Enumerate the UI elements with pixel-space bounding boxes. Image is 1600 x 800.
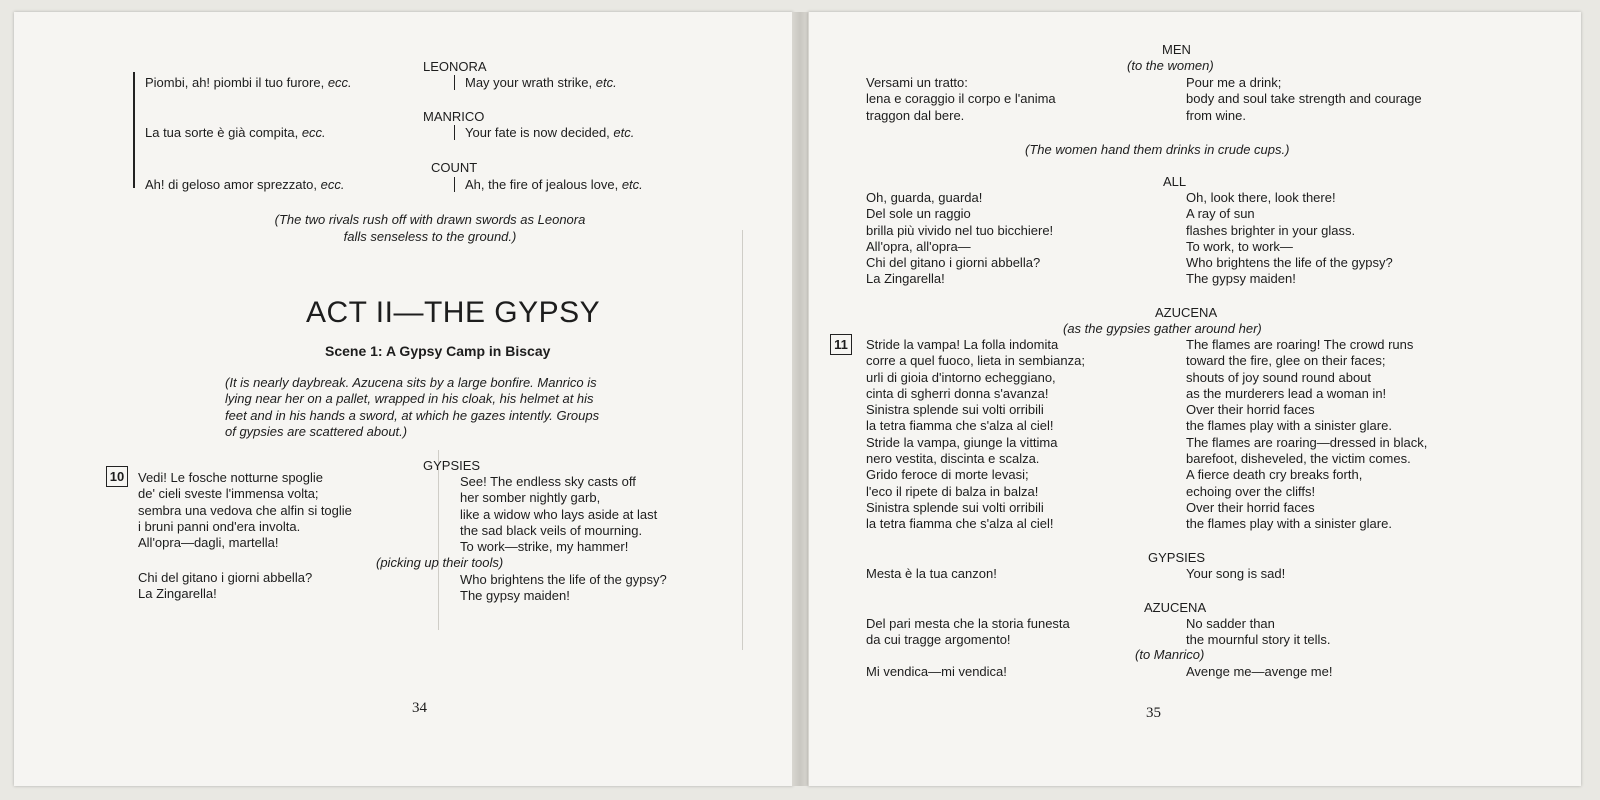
english-line: Avenge me—avenge me! <box>1186 664 1333 679</box>
line-bracket <box>454 125 455 140</box>
italian-verse: Oh, guarda, guarda! Del sole un raggio brilla più vivido nel tuo bicchiere! All'opra, all'opra— Chi del gitano i giorni abbella? La Zingarella! <box>866 190 1054 287</box>
stage-direction: (to Manrico) <box>1135 647 1205 662</box>
english-line: Ah, the fire of jealous love, etc. <box>465 177 643 192</box>
speaker-label: AZUCENA <box>1144 600 1207 615</box>
italian-verse: Del pari mesta che la storia funesta da cui tragge argomento! <box>866 616 1070 648</box>
speaker-label: GYPSIES <box>1148 550 1206 565</box>
italian-verse: Stride la vampa! La folla indomita corre a quel fuoco, lieta in sembianza; urli di gioia d'intorno echeggiano, cinta di sgherri donna s'avanza! Sinistra splende sui volti orribili la tetra fiamma che s'alza al ciel! Stride la vampa, giunge la vittima nero vestita, discinta e scalza. Grido feroce di morte levasi; l'eco il ripete di balza in balza! Sinistra splende sui volti orribili la tetra fiamma che s'alza al ciel! <box>866 337 1085 532</box>
italian-verse: Versami un tratto: lena e coraggio il corpo e l'anima traggon dal bere. <box>866 75 1056 123</box>
english-verse: See! The endless sky casts off her somber nightly garb, like a widow who lays aside at last the sad black veils of mourning. To work—strike, my hammer! <box>460 474 658 555</box>
english-line: May your wrath strike, etc. <box>465 75 617 90</box>
bleed-through-rule <box>438 450 439 630</box>
stage-direction: (as the gypsies gather around her) <box>1063 321 1262 336</box>
page-number: 35 <box>1146 705 1161 721</box>
speaker-label: AZUCENA <box>1155 305 1218 320</box>
speaker-label: ALL <box>1163 174 1187 189</box>
stage-direction: (It is nearly daybreak. Azucena sits by a large bonfire. Manrico is lying near her on a pallet, wrapped in his cloak, his helmet at his feet and in his hands a sword, at which he gazes intently. Groups of gypsies are scattered about.) <box>225 375 600 439</box>
italian-line: Ah! di geloso amor sprezzato, ecc. <box>145 177 345 192</box>
speaker-label: GYPSIES <box>423 458 481 473</box>
ensemble-bracket <box>133 72 135 188</box>
act-title: ACT II—THE GYPSY <box>306 296 601 329</box>
english-verse: No sadder than the mournful story it tells. <box>1186 616 1331 648</box>
italian-verse: Chi del gitano i giorni abbella? La Zingarella! <box>138 570 313 602</box>
stage-direction: (The women hand them drinks in crude cups.) <box>1025 142 1290 157</box>
track-number-box: 11 <box>830 334 852 355</box>
line-bracket <box>454 177 455 192</box>
track-number-box: 10 <box>106 466 128 487</box>
english-verse: The flames are roaring! The crowd runs toward the fire, glee on their faces; shouts of joy sound round about as the murderers lead a woman in! Over their horrid faces the flames play with a sinister glare. The flames are roaring—dressed in black, barefoot, disheveled, the victim comes. A fierce death cry breaks forth, echoing over the cliffs! Over their horrid faces the flames play with a sinister glare. <box>1186 337 1428 532</box>
book-gutter <box>792 12 808 786</box>
stage-direction: (picking up their tools) <box>376 555 504 570</box>
italian-verse: Vedi! Le fosche notturne spoglie de' cieli sveste l'immensa volta; sembra una vedova che alfin si toglie i bruni panni ond'era involta. All'opra—dagli, martella! <box>138 470 352 551</box>
speaker-label: MEN <box>1162 42 1191 57</box>
stage-direction: (to the women) <box>1127 58 1214 73</box>
italian-line: Mesta è la tua canzon! <box>866 566 997 581</box>
english-verse: Oh, look there, look there! A ray of sun flashes brighter in your glass. To work, to work— Who brightens the life of the gypsy? The gypsy maiden! <box>1186 190 1393 287</box>
english-line: Your fate is now decided, etc. <box>465 125 635 140</box>
bleed-through-rule <box>742 230 743 650</box>
speaker-label: COUNT <box>431 160 478 175</box>
stage-direction: (The two rivals rush off with drawn swords as Leonora falls senseless to the ground.) <box>274 212 586 244</box>
italian-line: Mi vendica—mi vendica! <box>866 664 1007 679</box>
english-line: Your song is sad! <box>1186 566 1286 581</box>
speaker-label: MANRICO <box>423 109 485 124</box>
page-number: 34 <box>412 700 427 716</box>
speaker-label: LEONORA <box>423 59 487 74</box>
english-verse: Pour me a drink; body and soul take strength and courage from wine. <box>1186 75 1422 123</box>
scene-title: Scene 1: A Gypsy Camp in Biscay <box>325 343 551 359</box>
italian-line: La tua sorte è già compita, ecc. <box>145 125 326 140</box>
english-verse: Who brightens the life of the gypsy? The gypsy maiden! <box>460 572 667 604</box>
line-bracket <box>454 75 455 90</box>
italian-line: Piombi, ah! piombi il tuo furore, ecc. <box>145 75 352 90</box>
